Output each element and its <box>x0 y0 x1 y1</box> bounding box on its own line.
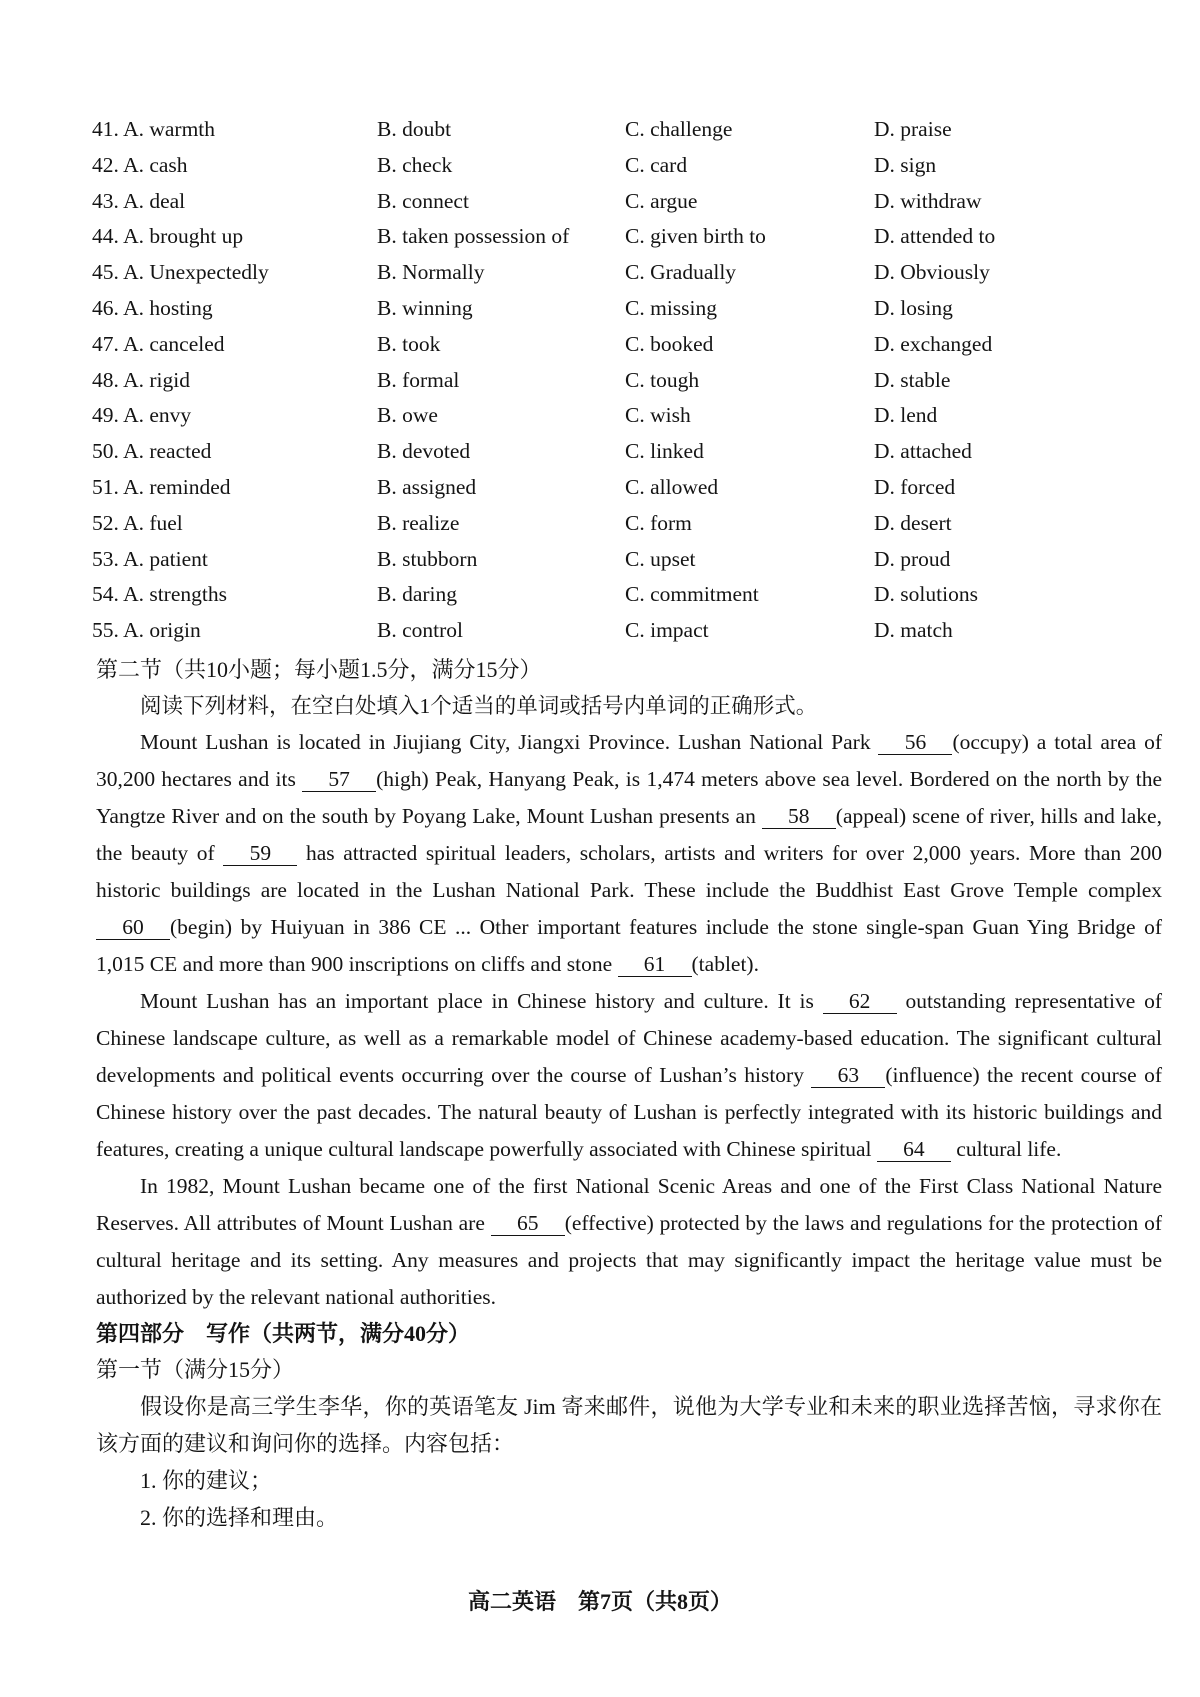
blank-56: 56 <box>878 730 952 755</box>
option-row-42 <box>92 148 1092 184</box>
option-b: B. formal <box>377 367 460 392</box>
option-a: 44. A. brought up <box>92 224 244 249</box>
blank-61: 61 <box>618 952 692 977</box>
option-d: D. withdraw <box>874 188 982 213</box>
option-b: B. connect <box>377 188 469 213</box>
option-c: C. card <box>625 152 688 177</box>
option-a: 43. A. deal <box>92 188 186 213</box>
option-c: C. allowed <box>625 474 719 499</box>
option-a: 51. A. reminded <box>92 474 231 499</box>
option-row-51 <box>92 470 1092 506</box>
section-2-instruction: 阅读下列材料，在空白处填入1个适当的单词或括号内单词的正确形式。 <box>140 694 818 718</box>
option-d: D. losing <box>874 295 953 320</box>
option-b: B. stubborn <box>377 546 478 571</box>
passage-text: (influence) the recent course of Chinese history over the past decades. The natural beauty of Lushan is perfectly integrated with its historic buildings and features, creating a unique cultural landscape powerfully associated with Chinese spiritual <box>96 1063 1163 1161</box>
option-b: B. doubt <box>377 117 452 141</box>
blank-60: 60 <box>96 915 170 940</box>
passage-text: outstanding representative of Chinese landscape culture, as well as a remarkable model of Chinese academy-based education. The significant cultural developments and political events occurring over the course of Lushan’s history <box>96 989 1162 1087</box>
option-d: D. proud <box>874 546 951 571</box>
passage-text: Mount Lushan has an important place in Chinese history and culture. It is <box>140 989 823 1013</box>
option-c: C. commitment <box>625 582 759 607</box>
passage-text: (high) Peak, Hanyang Peak, is 1,474 meters above sea level. Bordered on the north by the Yangtze River and on the south by Poyang Lake, Mount Lushan presents an <box>96 767 1162 828</box>
page-footer: 高二英语 第7页（共8页） <box>467 1589 732 1614</box>
option-c: C. impact <box>625 618 709 643</box>
option-row-47 <box>92 327 1092 363</box>
option-a: 49. A. envy <box>92 403 192 428</box>
passage-text: Mount Lushan is located in Jiujiang City, Jiangxi Province. Lushan National Park <box>140 730 879 754</box>
option-c: C. missing <box>625 295 717 320</box>
option-d: D. Obviously <box>874 260 990 285</box>
multiple-choice-options <box>92 112 1092 649</box>
blank-63: 63 <box>811 1063 885 1088</box>
option-a: 53. A. patient <box>92 546 208 571</box>
option-row-52 <box>92 506 1092 542</box>
passage-text: (begin) by Huiyuan in 386 CE ... Other important features include the stone single-span Guan Ying Bridge of 1,015 CE and more than 900 inscriptions on cliffs and stone <box>96 915 1162 976</box>
option-a: 48. A. rigid <box>92 367 190 392</box>
option-d: D. attended to <box>874 224 996 249</box>
option-c: C. form <box>625 510 692 535</box>
option-c: C. wish <box>625 403 691 428</box>
option-row-48 <box>92 363 1092 399</box>
option-d: D. match <box>874 618 953 643</box>
passage-text: In 1982, Mount Lushan became one of the first National Scenic Areas and one of the First Class National Nature Reserves. All attributes of Mount Lushan are <box>96 1174 1162 1235</box>
option-b: B. devoted <box>377 439 471 464</box>
option-row-49 <box>92 398 1092 434</box>
option-a: 45. A. Unexpectedly <box>92 260 269 285</box>
option-row-54 <box>92 577 1092 613</box>
writing-item-1: 1. 你的建议； <box>140 1468 273 1493</box>
option-a: 55. A. origin <box>92 618 201 643</box>
blank-57: 57 <box>302 767 376 792</box>
option-c: C. tough <box>625 367 700 392</box>
option-c: C. Gradually <box>625 260 737 285</box>
option-d: D. praise <box>874 117 952 141</box>
passage-paragraph-2 <box>96 983 1162 1168</box>
option-a: 46. A. hosting <box>92 295 213 320</box>
option-d: D. forced <box>874 474 956 499</box>
option-a: 42. A. cash <box>92 152 188 177</box>
option-a: 52. A. fuel <box>92 510 183 535</box>
option-b: B. took <box>377 331 441 356</box>
part-4-heading: 第四部分 写作（共两节，满分40分） <box>96 1321 471 1346</box>
option-b: B. control <box>377 618 463 643</box>
passage-paragraph-1 <box>96 724 1162 983</box>
option-d: D. sign <box>874 152 937 177</box>
option-d: D. stable <box>874 367 951 392</box>
option-c: C. given birth to <box>625 224 766 249</box>
blank-58: 58 <box>762 804 836 829</box>
passage-text: (occupy) a total area of 30,200 hectares and its <box>96 730 1162 791</box>
option-b: B. check <box>377 152 453 177</box>
blank-62: 62 <box>823 989 897 1014</box>
option-d: D. exchanged <box>874 331 993 356</box>
option-a: 41. A. warmth <box>92 117 216 141</box>
option-d: D. desert <box>874 510 952 535</box>
option-c: C. upset <box>625 546 696 571</box>
option-d: D. attached <box>874 439 972 464</box>
section-2 <box>96 652 1162 1536</box>
writing-item-2: 2. 你的选择和理由。 <box>140 1505 339 1530</box>
passage-paragraph-3 <box>96 1168 1162 1316</box>
part-4-subheading: 第一节（满分15分） <box>96 1357 295 1382</box>
passage-text: (appeal) scene of river, hills and lake, the beauty of <box>96 804 1162 865</box>
option-d: D. solutions <box>874 582 978 607</box>
section-2-heading: 第二节（共10小题；每小题1.5分，满分15分） <box>96 657 542 682</box>
blank-59: 59 <box>223 841 297 866</box>
option-b: B. daring <box>377 582 458 607</box>
blank-65: 65 <box>491 1211 565 1236</box>
option-c: C. argue <box>625 188 698 213</box>
option-a: 50. A. reacted <box>92 439 212 464</box>
writing-prompt: 假设你是高三学生李华，你的英语笔友 Jim 寄来邮件，说他为大学专业和未来的职业选择苦恼，寻求你在该方面的建议和询问你的选择。内容包括： <box>96 1394 1162 1456</box>
option-row-50 <box>92 434 1092 470</box>
option-b: B. owe <box>377 403 438 428</box>
option-c: C. booked <box>625 331 714 356</box>
option-b: B. winning <box>377 295 473 320</box>
option-d: D. lend <box>874 403 938 428</box>
option-b: B. Normally <box>377 260 485 285</box>
option-a: 54. A. strengths <box>92 582 227 607</box>
option-row-41 <box>92 112 1092 148</box>
option-c: C. challenge <box>625 117 733 141</box>
option-c: C. linked <box>625 439 704 464</box>
option-row-45 <box>92 255 1092 291</box>
option-b: B. assigned <box>377 474 477 499</box>
option-b: B. taken possession of <box>377 224 570 249</box>
option-b: B. realize <box>377 510 460 535</box>
passage-text: cultural life. <box>950 1137 1062 1161</box>
option-row-46 <box>92 291 1092 327</box>
option-row-53 <box>92 542 1092 578</box>
option-a: 47. A. canceled <box>92 331 225 356</box>
option-row-43 <box>92 184 1092 220</box>
passage-text: has attracted spiritual leaders, scholars, artists and writers for over 2,000 years. More than 200 historic buildings are located in the Lushan National Park. These include the Buddhist East Grove Temple complex <box>96 841 1162 902</box>
option-row-55 <box>92 613 1092 649</box>
blank-64: 64 <box>877 1137 951 1162</box>
passage-text: (tablet). <box>691 952 759 976</box>
option-row-44 <box>92 219 1092 255</box>
passage-text: (effective) protected by the laws and regulations for the protection of cultural heritage and its setting. Any measures and projects that may significantly impact the heritage value must be authorized by the relevant national authorities. <box>96 1211 1162 1309</box>
